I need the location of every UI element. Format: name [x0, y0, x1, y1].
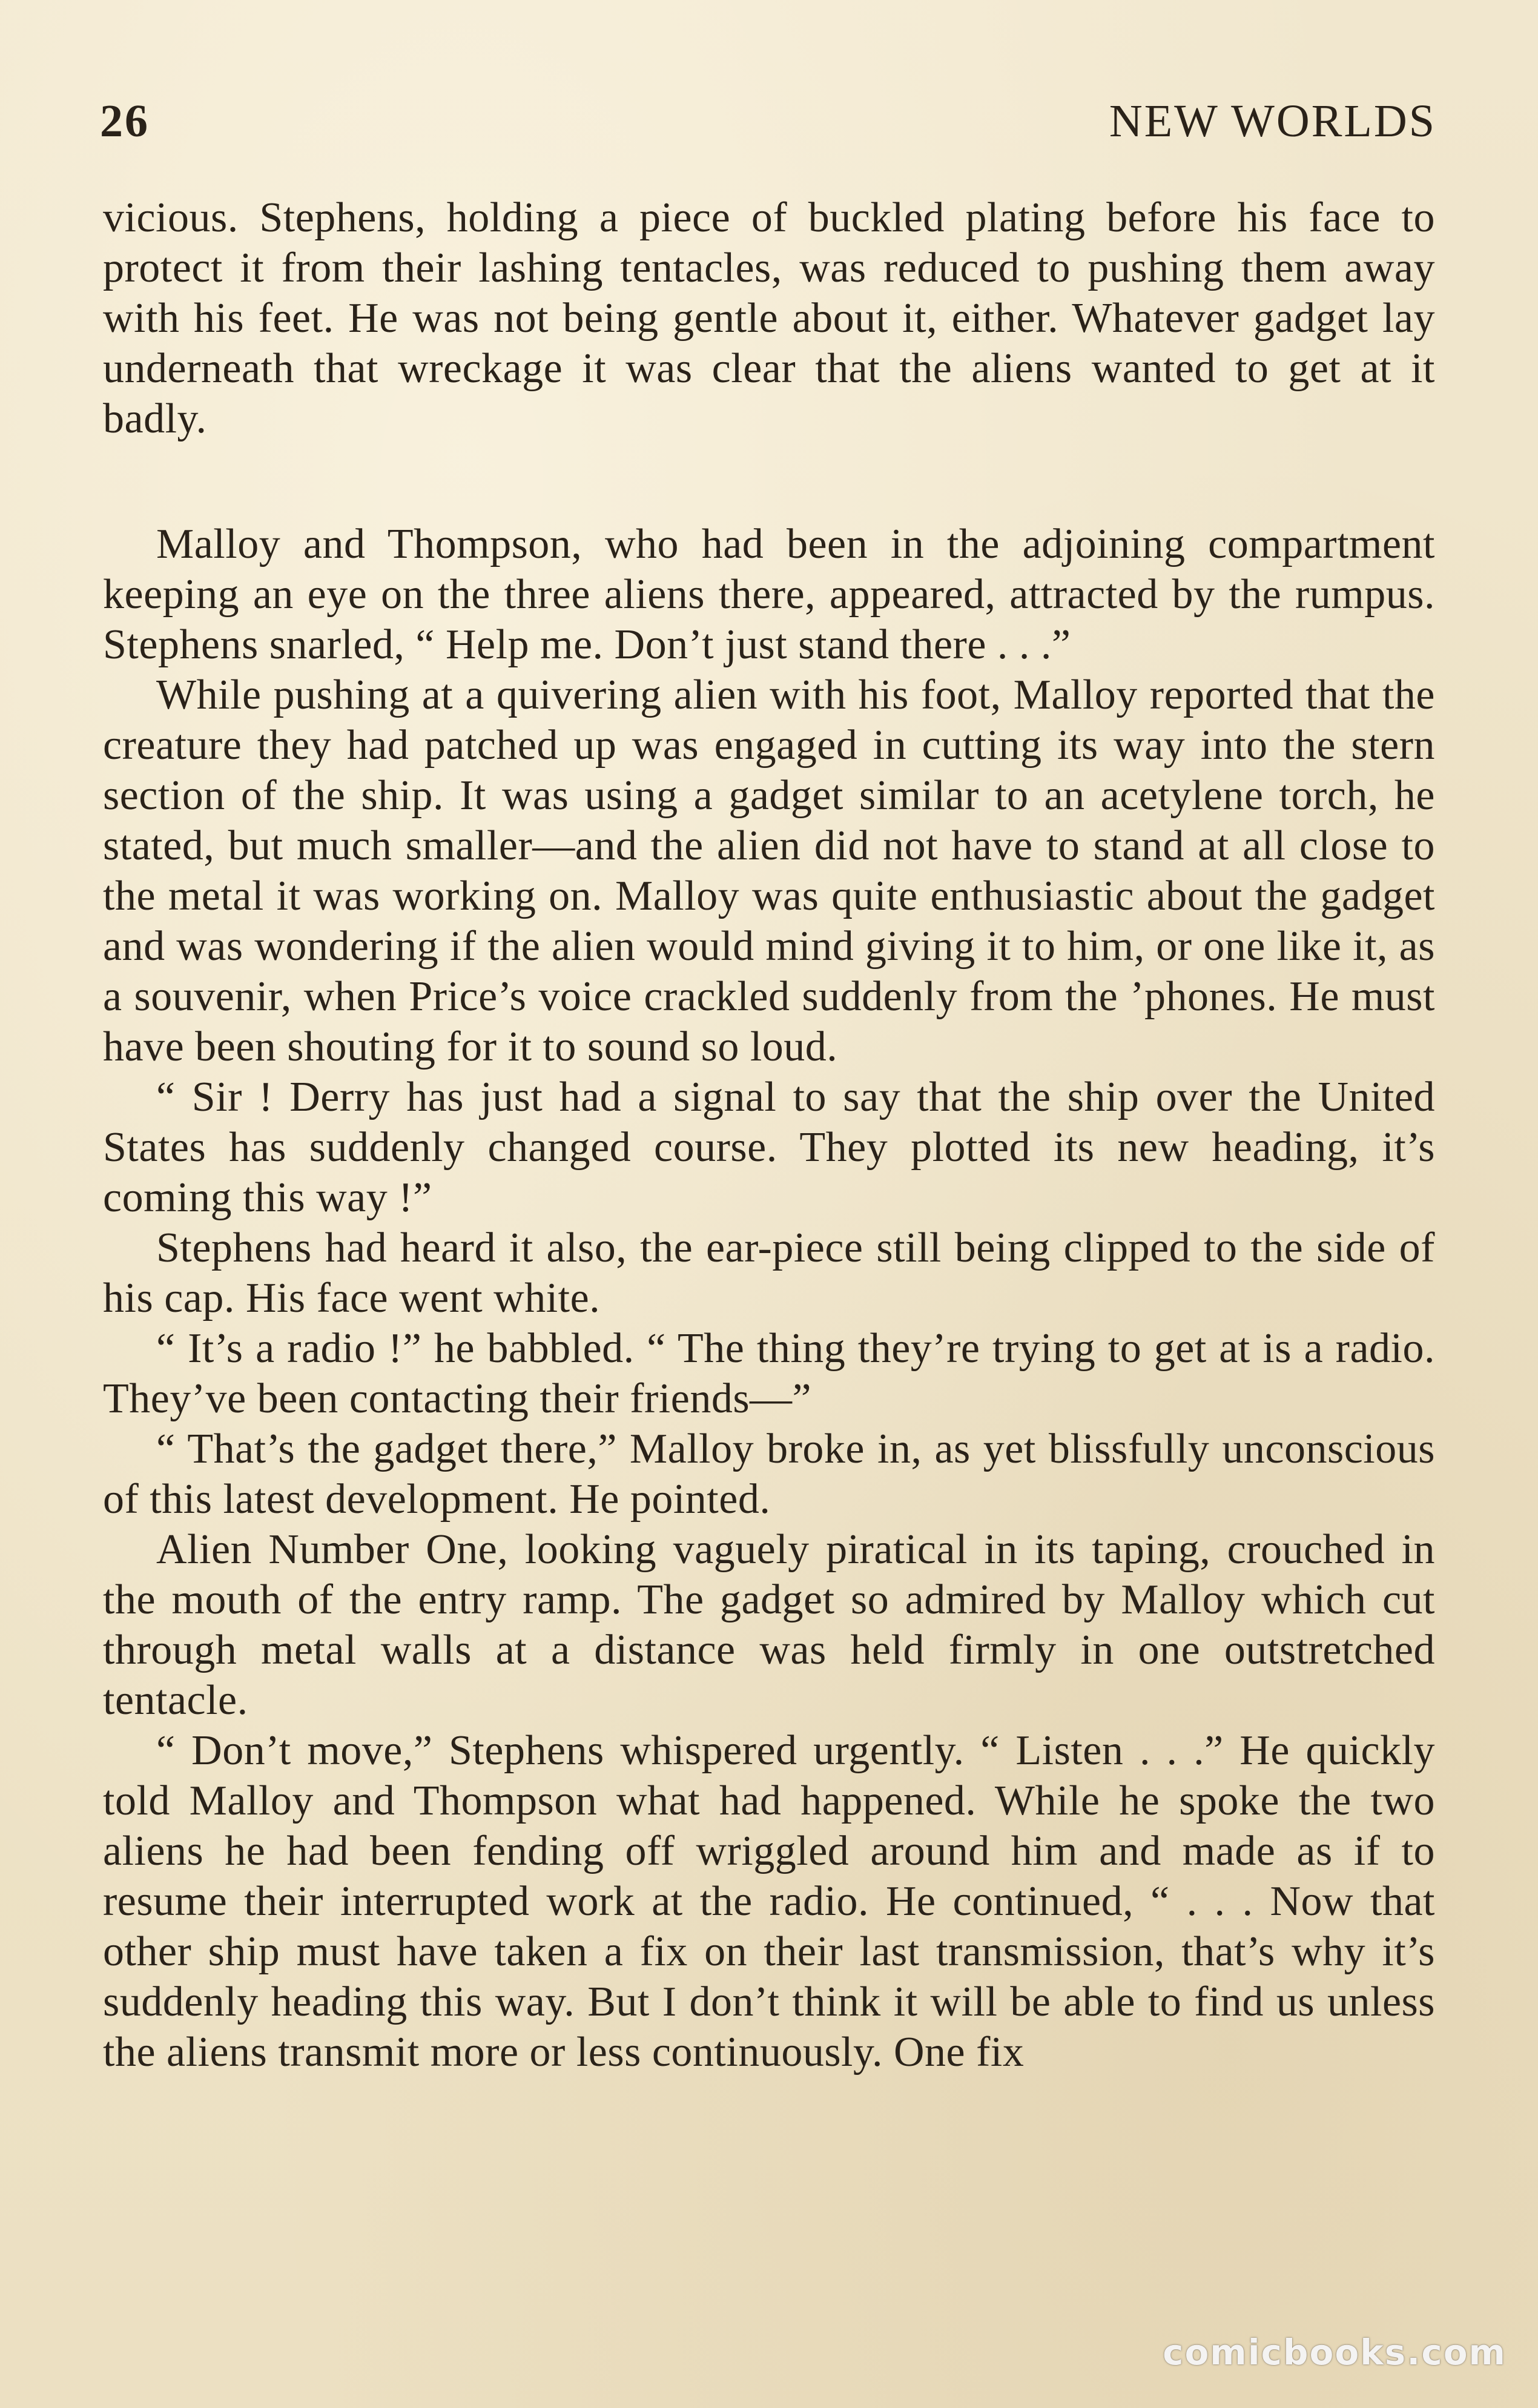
- paragraph: Malloy and Thompson, who had been in the adjoining compartment keeping an eye on the three aliens there, appeared, attracted by the rumpus. Stephens snarled, “ Help me. Don’t just stand there . . .”: [103, 521, 1435, 668]
- page-number: 26: [100, 95, 150, 147]
- watermark-text: comicbooks.com: [1163, 2332, 1507, 2373]
- page-header: [100, 88, 1436, 154]
- paragraph: While pushing at a quivering alien with his foot, Malloy reported that the creature they had patched up was engaged in cutting its way into the stern section of the ship. It was using a gadget similar to an acetylene torch, he stated, but much smaller—and the alien did not have to stand at all close to the metal it was working on. Malloy was quite enthusiastic about the gadget and was wondering if the alien would mind giving it to him, or one like it, as a souvenir, when Price’s voice crackled suddenly from the ’phones. He must have been shouting for it to sound so loud.: [103, 672, 1435, 1070]
- paragraph: Alien Number One, looking vaguely piratical in its taping, crouched in the mouth of the entry ramp. The gadget so admired by Malloy which cut through metal walls at a distance was held firmly in one outstretched tentacle.: [103, 1526, 1435, 1724]
- section-break: [103, 444, 1435, 519]
- paragraph: Stephens had heard it also, the ear-piece still being clipped to the side of his cap. His face went white.: [103, 1225, 1435, 1321]
- paragraph: “ Sir ! Derry has just had a signal to say that the ship over the United States has suddenly changed course. They plotted its new heading, it’s coming this way !”: [103, 1074, 1435, 1221]
- running-title: NEW WORLDS: [1109, 95, 1436, 147]
- paragraph: “ Don’t move,” Stephens whispered urgently. “ Listen . . .” He quickly told Malloy and Thompson what had happened. While he spoke the two aliens he had been fending off wriggled around him and made as if to resume their interrupted work at the radio. He continued, “ . . . Now that other ship must have taken a fix on their last transmission, that’s why it’s suddenly heading this way. But I don’t think it will be able to find us unless the aliens transmit more or less continuously. One fix: [103, 1727, 1435, 2076]
- paragraph: vicious. Stephens, holding a piece of buckled plating before his face to protect it from their lashing tentacles, was reduced to pushing them away with his feet. He was not being gentle about it, either. Whatever gadget lay underneath that wreckage it was clear that the aliens wanted to get at it badly.: [103, 194, 1435, 442]
- body-text: [103, 193, 1435, 2077]
- paragraph: “ That’s the gadget there,” Malloy broke in, as yet blissfully unconscious of this latest development. He pointed.: [103, 1426, 1435, 1523]
- paragraph: “ It’s a radio !” he babbled. “ The thing they’re trying to get at is a radio. They’ve been contacting their friends—”: [103, 1325, 1435, 1422]
